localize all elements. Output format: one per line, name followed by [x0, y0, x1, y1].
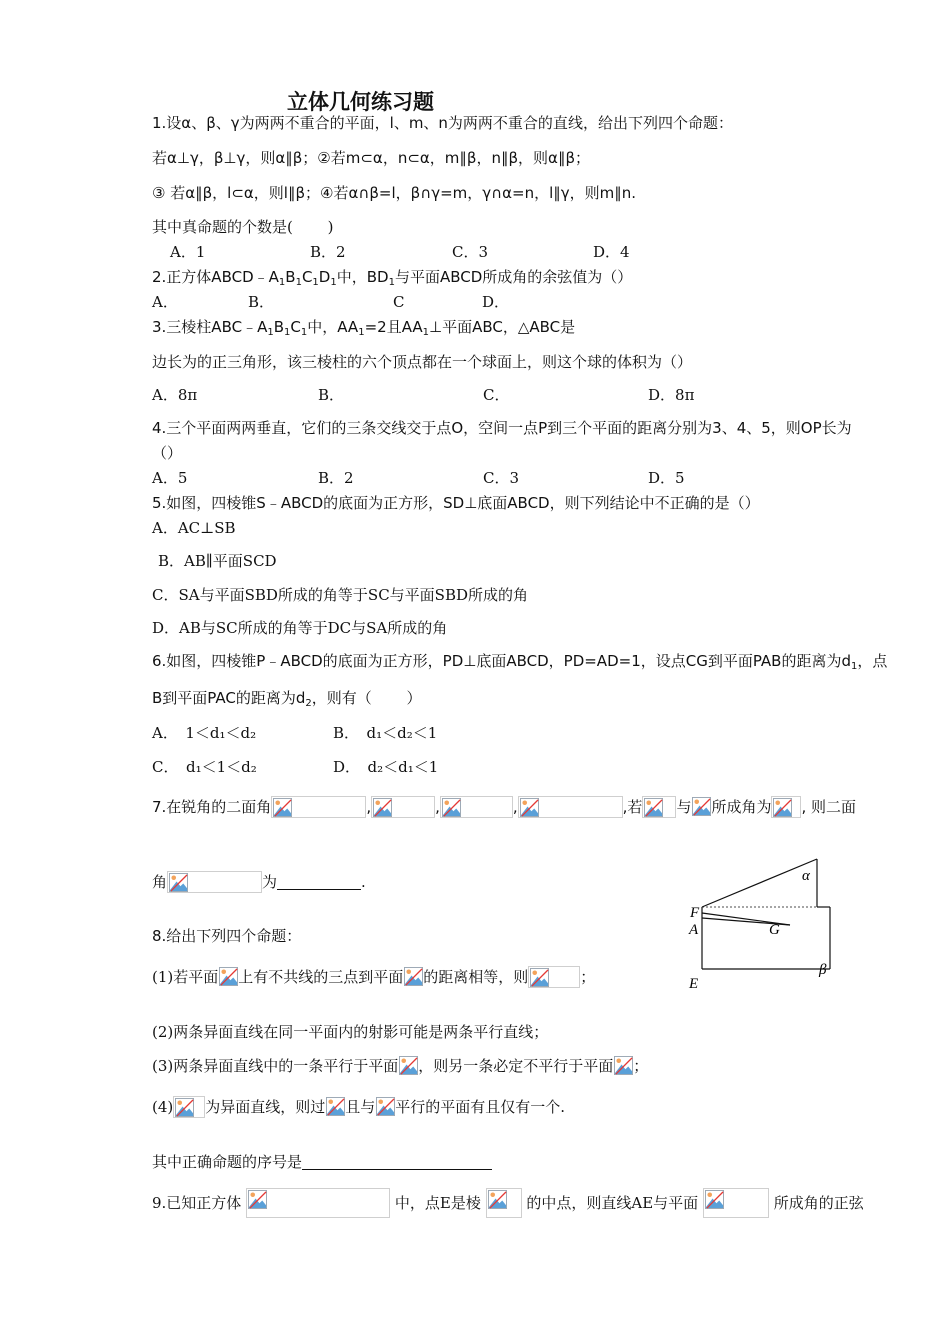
q1-prop-1-2: 若α⊥γ，β⊥γ，则α∥β；②若m⊂α，n⊂α，m∥β，n∥β，则α∥β； — [152, 149, 591, 167]
q2-option-b: B． — [248, 293, 275, 311]
q9-stem: 9.已知正方体 中，点E是棱 的中点，则直线AE与平面 所成角的正弦 — [152, 1188, 864, 1218]
broken-image-icon — [613, 1055, 633, 1077]
q1-stem: 1.设α、β、γ为两两不重合的平面，l、m、n为两两不重合的直线，给出下列四个命题： — [152, 114, 733, 132]
plane-alpha-top — [702, 859, 817, 907]
q3-option-b: B． — [318, 386, 345, 404]
q2-option-d: D． — [482, 293, 510, 311]
q6-option-a: A． 1＜d₁＜d₂ — [152, 724, 257, 742]
q6-stem-cont: B到平面PAC的距离为$d_2$，则有（ ） — [152, 689, 422, 709]
broken-image-icon — [691, 796, 711, 818]
q8-stem: 8.给出下列四个命题： — [152, 927, 302, 945]
q4-option-b: B．2 — [318, 469, 354, 487]
q8-answer: 其中正确命题的序号是 — [152, 1152, 492, 1172]
q6-option-d: D． d₂＜d₁＜1 — [333, 758, 439, 776]
answer-blank[interactable] — [302, 1153, 492, 1170]
q1-option-a: A．1 — [170, 243, 206, 261]
broken-image-icon — [167, 871, 262, 893]
broken-image-icon — [371, 796, 435, 818]
q5-option-c: C．SA与平面SBD所成的角等于SC与平面SBD所成的角 — [152, 586, 528, 604]
q5-option-b: B．AB∥平面SCD — [158, 552, 277, 570]
page-title: 立体几何练习题 — [287, 90, 434, 114]
q3-stem: 3.三棱柱$ABC﹣A_1B_1C_1$中，$AA_1=2$且$AA_1\perp$平面ABC，△ABC是 — [152, 318, 576, 338]
q7-stem: 7.在锐角的二面角 , , , ,若 与 所成角为 , 则二面 — [152, 798, 857, 816]
q3-stem-cont: 边长为的正三角形，该三棱柱的六个顶点都在一个球面上，则这个球的体积为（） — [152, 353, 693, 371]
q8-prop-3: (3)两条异面直线中的一条平行于平面 ，则另一条必定不平行于平面 ； — [152, 1057, 649, 1075]
label-f: F — [690, 905, 700, 921]
broken-image-icon — [375, 1096, 395, 1118]
q5-option-a: A．AC⊥SB — [152, 519, 236, 537]
broken-image-icon — [325, 1096, 345, 1118]
q6-option-c: C． d₁＜1＜d₂ — [152, 758, 257, 776]
q4-option-d: D．5 — [648, 469, 685, 487]
broken-image-icon — [486, 1188, 522, 1218]
broken-image-icon — [528, 966, 580, 988]
q5-option-d: D．AB与SC所成的角等于DC与SA所成的角 — [152, 619, 448, 637]
broken-image-icon — [398, 1055, 418, 1077]
broken-image-icon — [703, 1188, 769, 1218]
broken-image-icon — [642, 796, 676, 818]
q8-prop-4: (4) 为异面直线，则过 且与 平行的平面有且仅有一个. — [152, 1098, 566, 1116]
q2-option-a: A． — [152, 293, 178, 311]
broken-image-icon — [403, 966, 423, 988]
q8-prop-2: (2)两条异面直线在同一平面内的射影可能是两条平行直线； — [152, 1023, 549, 1041]
q5-stem: 5.如图，四棱锥S﹣ABCD的底面为正方形，SD⊥底面ABCD，则下列结论中不正确的是（） — [152, 494, 760, 512]
label-alpha: α — [802, 868, 810, 884]
q1-option-c: C．3 — [452, 243, 489, 261]
q7-stem-cont: 角 为 . — [152, 873, 366, 891]
q3-option-c: C． — [483, 386, 510, 404]
answer-blank[interactable] — [277, 873, 361, 890]
q1-question: 其中真命题的个数是( ) — [152, 218, 334, 236]
q4-option-c: C．3 — [483, 469, 520, 487]
label-e: E — [689, 976, 699, 992]
q3-option-d: D．8π — [648, 386, 695, 404]
q1-option-b: B．2 — [310, 243, 346, 261]
q8-prop-1: (1)若平面 上有不共线的三点到平面 的距离相等，则 ； — [152, 968, 596, 986]
broken-image-icon — [771, 796, 801, 818]
label-g: G — [769, 922, 780, 938]
q4-option-a: A．5 — [152, 469, 188, 487]
broken-image-icon — [518, 796, 623, 818]
label-a: A — [689, 922, 699, 938]
broken-image-icon — [440, 796, 513, 818]
broken-image-icon — [218, 966, 238, 988]
q2-stem: 2.正方体$ABCD﹣A_1B_1C_1D_1$中，$BD_1$与平面ABCD所成角的余弦值为（） — [152, 268, 633, 288]
dihedral-angle-figure — [682, 852, 852, 997]
q1-option-d: D．4 — [593, 243, 630, 261]
broken-image-icon — [246, 1188, 390, 1218]
q2-option-c: C — [393, 293, 405, 311]
q3-option-a: A．8π — [152, 386, 198, 404]
q6-stem: 6.如图，四棱锥P﹣ABCD的底面为正方形，PD⊥底面ABCD，PD=AD=1，设点CG到平面PAB的距离为$d_1$，点 — [152, 652, 888, 672]
label-beta: β — [819, 962, 827, 978]
q6-option-b: B． d₁＜d₂＜1 — [333, 724, 438, 742]
q1-prop-3-4: ③ 若α∥β，l⊂α，则l∥β；④若α∩β=l，β∩γ=m，γ∩α=n，l∥γ，则m∥n. — [152, 184, 637, 202]
q4-stem: 4.三个平面两两垂直，它们的三条交线交于点O，空间一点P到三个平面的距离分别为3、4、5，则OP长为 — [152, 419, 852, 437]
broken-image-icon — [173, 1096, 205, 1118]
broken-image-icon — [271, 796, 366, 818]
q4-stem-cont: （） — [152, 444, 183, 462]
